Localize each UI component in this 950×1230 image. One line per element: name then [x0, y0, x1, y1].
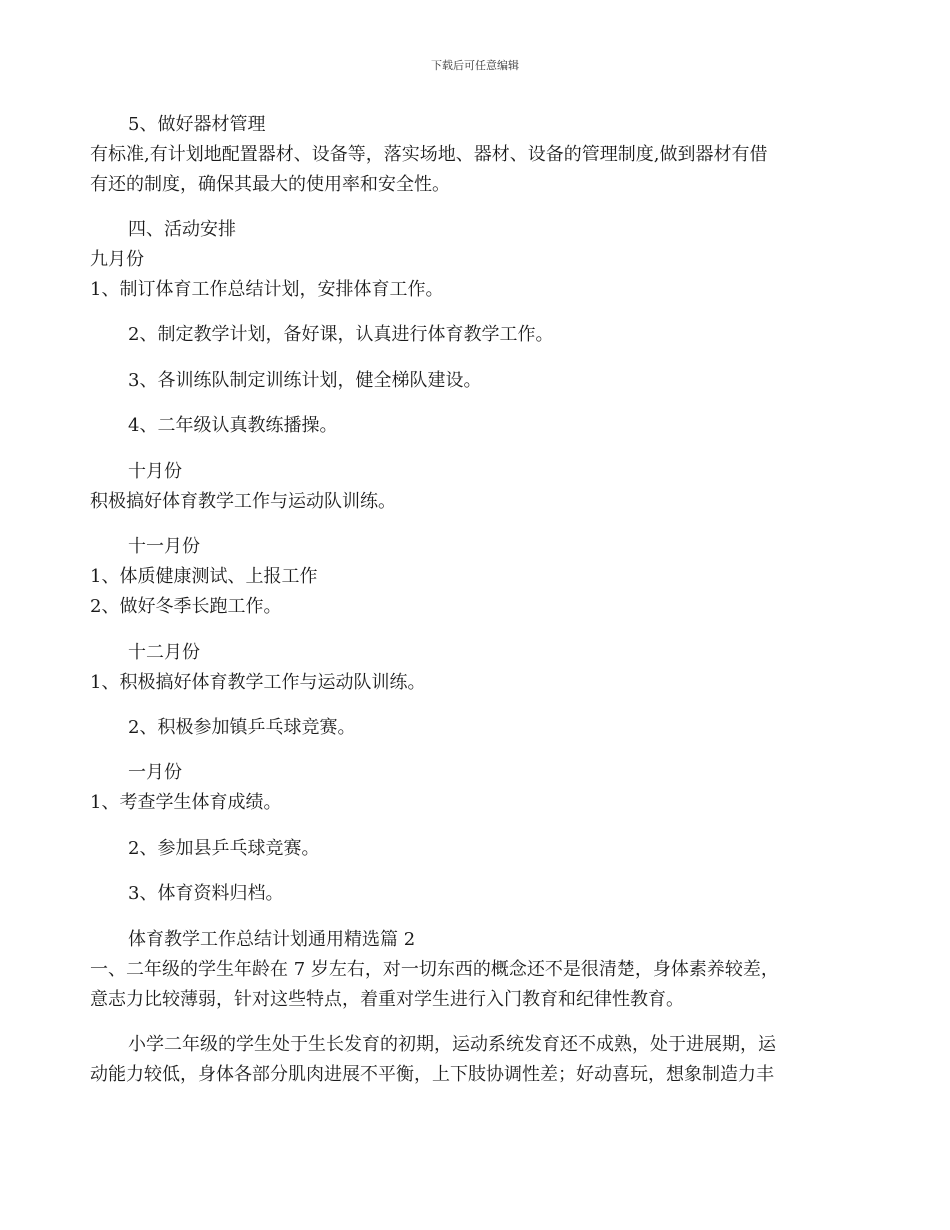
text-line: 1、制订体育工作总结计划，安排体育工作。: [90, 279, 444, 300]
text-line: 十二月份: [128, 642, 200, 663]
text-line: 积极搞好体育教学工作与运动队训练。: [90, 491, 396, 512]
text-line: 有标准,有计划地配置器材、设备等，落实场地、器材、设备的管理制度,做到器材有借: [90, 144, 768, 165]
text-line: 一月份: [128, 762, 182, 783]
text-line: 1、积极搞好体育教学工作与运动队训练。: [90, 672, 426, 693]
text-line: 一、二年级的学生年龄在 7 岁左右，对一切东西的概念还不是很清楚，身体素养较差，: [90, 959, 779, 980]
text-line: 四、活动安排: [128, 219, 236, 240]
text-line: 小学二年级的学生处于生长发育的初期，运动系统发育还不成熟，处于进展期，运: [128, 1034, 776, 1055]
text-line: 3、各训练队制定训练计划，健全梯队建设。: [128, 370, 482, 391]
text-line: 九月份: [90, 249, 144, 270]
text-line: 2、参加县乒乓球竞赛。: [128, 838, 320, 859]
text-line: 2、积极参加镇乒乓球竞赛。: [128, 717, 356, 738]
text-line: 3、体育资料归档。: [128, 883, 284, 904]
text-line: 十一月份: [128, 536, 200, 557]
text-line: 有还的制度，确保其最大的使用率和安全性。: [90, 174, 450, 195]
text-line: 1、考查学生体育成绩。: [90, 792, 282, 813]
text-line: 4、二年级认真教练播操。: [128, 415, 338, 436]
text-line: 2、制定教学计划，备好课，认真进行体育教学工作。: [128, 324, 554, 345]
page-header: 下载后可任意编辑: [431, 59, 519, 72]
text-line: 2、做好冬季长跑工作。: [90, 596, 282, 617]
text-line: 动能力较低，身体各部分肌肉进展不平衡，上下肢协调性差；好动喜玩，想象制造力丰: [90, 1064, 774, 1085]
text-line: 1、体质健康测试、上报工作: [90, 566, 318, 587]
text-line: 意志力比较薄弱，针对这些特点，着重对学生进行入门教育和纪律性教育。: [90, 989, 684, 1010]
text-line: 5、做好器材管理: [128, 114, 266, 135]
text-line: 十月份: [128, 461, 182, 482]
section-title: 体育教学工作总结计划通用精选篇 2: [128, 929, 416, 950]
